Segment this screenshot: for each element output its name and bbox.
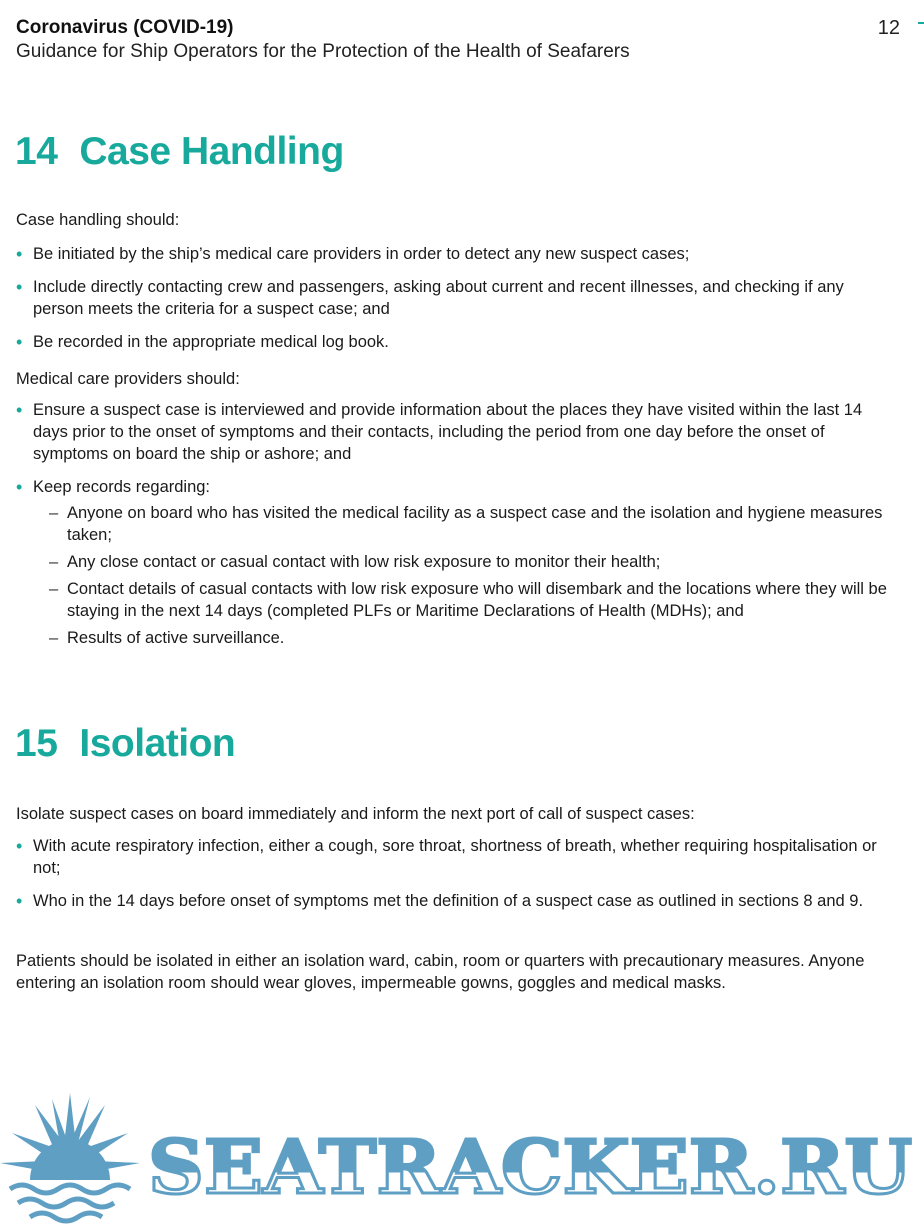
section-14-title: Case Handling	[79, 130, 344, 173]
dash-icon: –	[49, 580, 59, 598]
list-item-text: Who in the 14 days before onset of symptoms met the definition of a suspect case as outlined in sections 8 and 9.	[33, 892, 864, 910]
bullet-icon: •	[16, 332, 23, 352]
list-item-text: With acute respiratory infection, either a cough, sore throat, shortness of breath, whether requiring hospitalisation or not;	[33, 837, 877, 877]
section-15-title: Isolation	[79, 722, 236, 765]
document-title: Coronavirus (COVID-19)	[16, 17, 234, 38]
sublist-item	[33, 502, 896, 546]
section-14-number: 14	[15, 130, 58, 173]
bullet-icon: •	[16, 244, 23, 264]
corner-accent-mark	[918, 22, 924, 24]
bullet-icon: •	[16, 400, 23, 420]
sublist-item	[33, 551, 896, 573]
bullet-icon: •	[16, 277, 23, 297]
page-header	[16, 16, 906, 64]
sublist-item	[33, 578, 896, 622]
list-item-text: Be recorded in the appropriate medical log book.	[33, 333, 389, 351]
medical-providers-intro: Medical care providers should:	[16, 370, 240, 388]
medical-providers-list	[16, 399, 896, 660]
list-item-text: Keep records regarding:	[33, 478, 211, 496]
dash-icon: –	[49, 629, 59, 647]
section-15-heading	[15, 722, 235, 766]
records-sublist	[33, 502, 896, 649]
seatracker-watermark	[0, 1085, 924, 1228]
list-item	[16, 835, 896, 879]
sun-waves-icon	[0, 1093, 140, 1221]
bullet-icon: •	[16, 477, 23, 497]
isolation-intro: Isolate suspect cases on board immediately and inform the next port of call of suspect cases:	[16, 805, 695, 823]
sublist-item	[33, 627, 896, 649]
list-item-text: Be initiated by the ship’s medical care providers in order to detect any new suspect cases;	[33, 245, 690, 263]
sublist-item-text: Anyone on board who has visited the medical facility as a suspect case and the isolation and hygiene measures taken;	[67, 504, 883, 544]
isolation-list	[16, 835, 896, 923]
list-item	[16, 276, 896, 320]
section-15-number: 15	[15, 722, 58, 765]
list-item	[16, 476, 896, 649]
bullet-icon: •	[16, 891, 23, 911]
list-item	[16, 890, 896, 912]
case-handling-list	[16, 243, 896, 364]
list-item-text: Ensure a suspect case is interviewed and provide information about the places they have visited within the last 14 days prior to the onset of symptoms and their contacts, including the period from one day before the onset of symptoms on board the ship or ashore; and	[33, 401, 863, 463]
watermark-text: SEATRACKER.RU	[148, 1125, 912, 1211]
dash-icon: –	[49, 553, 59, 571]
sublist-item-text: Contact details of casual contacts with low risk exposure who will disembark and the locations where they will be staying in the next 14 days (completed PLFs or Maritime Declarations of Health (MDHs); and	[67, 580, 887, 620]
sublist-item-text: Any close contact or casual contact with low risk exposure to monitor their health;	[67, 553, 661, 571]
list-item	[16, 399, 896, 465]
bullet-icon: •	[16, 836, 23, 856]
sublist-item-text: Results of active surveillance.	[67, 629, 285, 647]
page-number: 12	[877, 17, 900, 39]
section-14-heading	[15, 130, 344, 174]
list-item	[16, 243, 896, 265]
document-subtitle: Guidance for Ship Operators for the Protection of the Health of Seafarers	[16, 41, 630, 62]
isolation-closing-paragraph: Patients should be isolated in either an isolation ward, cabin, room or quarters with precautionary measures. Anyone entering an isolation room should wear gloves, impermeable gowns, goggles and medical masks.	[16, 952, 865, 992]
case-handling-intro: Case handling should:	[16, 211, 180, 229]
list-item-text: Include directly contacting crew and passengers, asking about current and recent illnesses, and checking if any person meets the criteria for a suspect case; and	[33, 278, 844, 318]
list-item	[16, 331, 896, 353]
dash-icon: –	[49, 504, 59, 522]
